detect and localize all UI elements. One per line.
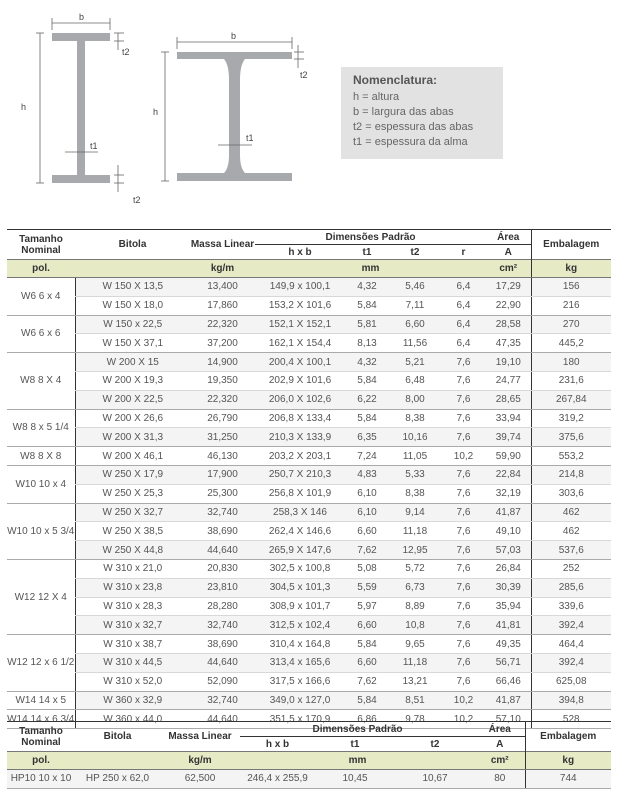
cell-r: 7,6 (441, 578, 486, 597)
cell-t1: 6,60 (345, 616, 389, 635)
cell-t1: 5,84 (345, 409, 389, 428)
cell-r: 7,6 (441, 465, 486, 484)
cell-massa: 13,400 (190, 278, 255, 297)
cell-t2: 6,60 (389, 315, 441, 334)
cell-embalagem: 375,6 (531, 428, 611, 447)
header-t1: t1 (362, 246, 372, 258)
cell-hxb: 351,5 x 170,9 (255, 710, 345, 729)
cell-t2: 5,33 (389, 465, 441, 484)
table-row (7, 409, 611, 428)
header-massa: Massa Linear (160, 722, 240, 752)
cell-bitola: W 250 X 38,5 (75, 522, 190, 541)
unit-cm2: cm² (475, 752, 525, 770)
cell-massa: 44,640 (190, 541, 255, 560)
table-row (7, 691, 611, 710)
cell-bitola: W 310 x 44,5 (75, 653, 190, 672)
cell-r: 7,6 (441, 635, 486, 654)
cell-area: 56,71 (486, 653, 531, 672)
cell-bitola: W 200 X 19,3 (75, 371, 190, 390)
cell-area: 28,65 (486, 390, 531, 409)
cell-massa: 31,250 (190, 428, 255, 447)
cell-area: 57,10 (486, 710, 531, 729)
cell-hxb: 256,8 X 101,9 (255, 484, 345, 503)
cell-embalagem: 216 (531, 296, 611, 315)
cell-bitola: W 310 x 23,8 (75, 578, 190, 597)
table-row (7, 371, 611, 390)
cell-massa: 62,500 (160, 770, 240, 789)
cell-hxb: 200,4 X 100,1 (255, 353, 345, 372)
header-t2: t2 (430, 738, 440, 750)
cell-tamanho: W14 14 x 5 (7, 691, 75, 710)
cell-tamanho: W10 10 x 4 (7, 465, 75, 503)
header-dimensoes: Dimensões Padrão (240, 722, 475, 737)
cell-area: 22,84 (486, 465, 531, 484)
cell-hxb: 152,1 X 152,1 (255, 315, 345, 334)
cell-t1: 6,22 (345, 390, 389, 409)
cell-bitola: W 200 X 22,5 (75, 390, 190, 409)
cell-bitola: W 310 x 32,7 (75, 616, 190, 635)
cell-area: 32,19 (486, 484, 531, 503)
dim-t1-label: t1 (246, 133, 254, 143)
dim-t2-label: t2 (133, 195, 141, 205)
header-t2: t2 (410, 246, 420, 258)
cell-t1: 4,32 (345, 353, 389, 372)
cell-hxb: 265,9 X 147,6 (255, 541, 345, 560)
cell-t1: 6,60 (345, 522, 389, 541)
legend-item: t1 = espessura da alma (353, 136, 468, 148)
cell-r: 7,6 (441, 672, 486, 691)
cell-area: 19,10 (486, 353, 531, 372)
table-row (7, 635, 611, 654)
cell-bitola: W 250 X 25,3 (75, 484, 190, 503)
header-tamanho: Tamanho Nominal (7, 230, 75, 260)
cell-r: 7,6 (441, 541, 486, 560)
cell-massa: 44,640 (190, 653, 255, 672)
cell-t2: 5,72 (389, 559, 441, 578)
cell-r: 7,6 (441, 597, 486, 616)
dim-b-label: b (231, 31, 237, 41)
cell-area: 30,39 (486, 578, 531, 597)
cell-r: 7,6 (441, 522, 486, 541)
table-row (7, 559, 611, 578)
cell-r: 7,6 (441, 371, 486, 390)
cell-tamanho: W8 8 x 5 1/4 (7, 409, 75, 447)
cell-area: 35,94 (486, 597, 531, 616)
cell-t1: 5,84 (345, 635, 389, 654)
cell-massa: 14,900 (190, 353, 255, 372)
cell-bitola: W 150 X 13,5 (75, 278, 190, 297)
w-beam-table (7, 229, 611, 729)
cell-t1: 6,86 (345, 710, 389, 729)
table-row (7, 353, 611, 372)
cell-t2: 11,18 (389, 522, 441, 541)
unit-kg: kg (525, 752, 611, 770)
cell-hxb: 258,3 X 146 (255, 503, 345, 522)
cell-embalagem: 462 (531, 522, 611, 541)
table-row (7, 278, 611, 297)
cell-embalagem: 392,4 (531, 616, 611, 635)
cell-area: 41,81 (486, 616, 531, 635)
cell-r: 6,4 (441, 296, 486, 315)
cell-embalagem: 392,4 (531, 653, 611, 672)
header-area: Área (486, 230, 531, 245)
header-massa: Massa Linear (190, 230, 255, 260)
table-row (7, 334, 611, 353)
cell-t2: 8,38 (389, 409, 441, 428)
cell-hxb: 246,4 x 255,9 (240, 770, 315, 789)
dim-t2-label: t2 (300, 70, 308, 80)
cell-massa: 23,810 (190, 578, 255, 597)
cell-hxb: 202,9 X 101,6 (255, 371, 345, 390)
cell-bitola: W 200 X 46,1 (75, 447, 190, 466)
dim-b-label: b (79, 12, 85, 22)
cell-tamanho: HP10 10 x 10 (7, 770, 75, 789)
cell-t2: 11,56 (389, 334, 441, 353)
cell-embalagem: 462 (531, 503, 611, 522)
cell-t2: 9,14 (389, 503, 441, 522)
cell-embalagem: 252 (531, 559, 611, 578)
cell-t1: 5,08 (345, 559, 389, 578)
cell-t2: 8,38 (389, 484, 441, 503)
cell-bitola: W 150 X 18,0 (75, 296, 190, 315)
cell-t2: 9,78 (389, 710, 441, 729)
cell-bitola: W 250 X 32,7 (75, 503, 190, 522)
cell-tamanho: W12 12 X 4 (7, 559, 75, 634)
cell-bitola: W 200 X 26,6 (75, 409, 190, 428)
cell-embalagem: 394,8 (531, 691, 611, 710)
cell-r: 7,6 (441, 409, 486, 428)
cell-massa: 22,320 (190, 315, 255, 334)
cell-t2: 9,65 (389, 635, 441, 654)
cell-embalagem: 537,6 (531, 541, 611, 560)
header-embalagem: Embalagem (531, 230, 611, 260)
cell-r: 7,6 (441, 390, 486, 409)
header-bitola: Bitola (75, 722, 160, 752)
cell-hxb: 149,9 x 100,1 (255, 278, 345, 297)
cell-t1: 7,24 (345, 447, 389, 466)
table-row (7, 578, 611, 597)
header-a: A (504, 246, 512, 258)
cell-bitola: W 150 X 37,1 (75, 334, 190, 353)
cell-bitola: W 310 x 28,3 (75, 597, 190, 616)
cell-tamanho: W8 8 X 8 (7, 447, 75, 466)
cell-massa: 26,790 (190, 409, 255, 428)
cell-embalagem: 270 (531, 315, 611, 334)
cell-t2: 5,21 (389, 353, 441, 372)
cell-r: 6,4 (441, 334, 486, 353)
cell-massa: 38,690 (190, 522, 255, 541)
table-row (7, 541, 611, 560)
cell-hxb: 250,7 X 210,3 (255, 465, 345, 484)
unit-mm: mm (255, 260, 486, 278)
cell-massa: 37,200 (190, 334, 255, 353)
header-area: Área (475, 722, 525, 737)
cell-bitola: W 360 x 44,0 (75, 710, 190, 729)
table-row (7, 503, 611, 522)
cell-area: 59,90 (486, 447, 531, 466)
cell-hxb: 312,5 x 102,4 (255, 616, 345, 635)
cell-t1: 7,62 (345, 672, 389, 691)
cell-r: 7,6 (441, 484, 486, 503)
header-bitola: Bitola (75, 230, 190, 260)
cell-embalagem: 319,2 (531, 409, 611, 428)
table-row (7, 653, 611, 672)
cell-embalagem: 303,6 (531, 484, 611, 503)
dim-t2-label: t2 (122, 47, 130, 57)
cell-t2: 13,21 (389, 672, 441, 691)
cell-hxb: 210,3 X 133,9 (255, 428, 345, 447)
cell-massa: 22,320 (190, 390, 255, 409)
cell-massa: 44,640 (190, 710, 255, 729)
cell-r: 6,4 (441, 278, 486, 297)
cell-bitola: W 150 x 22,5 (75, 315, 190, 334)
dim-t1-label: t1 (90, 141, 98, 151)
cell-massa: 32,740 (190, 691, 255, 710)
cell-t1: 5,97 (345, 597, 389, 616)
cell-t2: 10,67 (395, 770, 475, 789)
cell-area: 41,87 (486, 691, 531, 710)
table-body (7, 278, 611, 729)
cell-embalagem: 231,6 (531, 371, 611, 390)
cell-r: 10,2 (441, 691, 486, 710)
cell-area: 17,29 (486, 278, 531, 297)
cell-t1: 10,45 (315, 770, 395, 789)
cell-embalagem: 464,4 (531, 635, 611, 654)
cell-area: 26,84 (486, 559, 531, 578)
cell-area: 33,94 (486, 409, 531, 428)
cell-r: 10,2 (441, 447, 486, 466)
cell-hxb: 262,4 X 146,6 (255, 522, 345, 541)
cell-embalagem: 445,2 (531, 334, 611, 353)
cell-t1: 5,59 (345, 578, 389, 597)
cell-hxb: 302,5 x 100,8 (255, 559, 345, 578)
dim-h-label: h (153, 107, 159, 117)
cell-t1: 4,83 (345, 465, 389, 484)
cell-tamanho: W6 6 x 6 (7, 315, 75, 353)
cell-massa: 19,350 (190, 371, 255, 390)
cell-embalagem: 180 (531, 353, 611, 372)
cell-area: 49,35 (486, 635, 531, 654)
cell-area: 39,74 (486, 428, 531, 447)
cell-embalagem: 285,6 (531, 578, 611, 597)
cell-massa: 38,690 (190, 635, 255, 654)
cell-t2: 11,05 (389, 447, 441, 466)
table-row (7, 597, 611, 616)
header-embalagem: Embalagem (525, 722, 611, 752)
cell-bitola: W 310 x 38,7 (75, 635, 190, 654)
cell-area: 47,35 (486, 334, 531, 353)
cell-t1: 6,10 (345, 503, 389, 522)
unit-cm2: cm² (486, 260, 531, 278)
cell-hxb: 206,8 X 133,4 (255, 409, 345, 428)
header-tamanho: Tamanho Nominal (7, 722, 75, 752)
unit-kgm: kg/m (160, 752, 240, 770)
i-beam-diagrams (0, 0, 625, 215)
cell-area: 28,58 (486, 315, 531, 334)
cell-tamanho: W6 6 x 4 (7, 278, 75, 316)
cell-area: 57,03 (486, 541, 531, 560)
table-row (7, 428, 611, 447)
cell-embalagem: 625,08 (531, 672, 611, 691)
legend-title: Nomenclatura: (353, 73, 438, 87)
cell-massa: 17,860 (190, 296, 255, 315)
legend-item: t2 = espessura das abas (353, 121, 474, 133)
table-row (7, 447, 611, 466)
unit-kg: kg (531, 260, 611, 278)
cell-hxb: 162,1 X 154,4 (255, 334, 345, 353)
cell-t2: 11,18 (389, 653, 441, 672)
cell-tamanho: W10 10 x 5 3/4 (7, 503, 75, 559)
cell-hxb: 349,0 x 127,0 (255, 691, 345, 710)
header-a: A (496, 738, 504, 750)
legend-item: b = largura das abas (353, 106, 454, 118)
table-row (7, 484, 611, 503)
cell-embalagem: 553,2 (531, 447, 611, 466)
table-row (7, 315, 611, 334)
cell-massa: 32,740 (190, 616, 255, 635)
cell-t1: 8,13 (345, 334, 389, 353)
cell-r: 7,6 (441, 428, 486, 447)
cell-area: 22,90 (486, 296, 531, 315)
cell-area: 80 (475, 770, 525, 789)
cell-t2: 8,51 (389, 691, 441, 710)
cell-massa: 25,300 (190, 484, 255, 503)
cell-massa: 46,130 (190, 447, 255, 466)
unit-kgm: kg/m (190, 260, 255, 278)
cell-tamanho: W8 8 X 4 (7, 353, 75, 409)
cell-r: 7,6 (441, 616, 486, 635)
table-row (7, 390, 611, 409)
header-hxb: h x b (288, 246, 312, 258)
cell-embalagem: 744 (525, 770, 611, 789)
cell-hxb: 206,0 X 102,6 (255, 390, 345, 409)
table-row (7, 672, 611, 691)
cell-t1: 6,10 (345, 484, 389, 503)
cell-t1: 6,60 (345, 653, 389, 672)
cell-r: 7,6 (441, 503, 486, 522)
cell-bitola: HP 250 x 62,0 (75, 770, 160, 789)
cell-embalagem: 214,8 (531, 465, 611, 484)
cell-r: 7,6 (441, 653, 486, 672)
cell-t2: 10,16 (389, 428, 441, 447)
cell-t1: 6,35 (345, 428, 389, 447)
cell-hxb: 304,5 x 101,3 (255, 578, 345, 597)
cell-area: 24,77 (486, 371, 531, 390)
cell-t1: 5,84 (345, 371, 389, 390)
legend-item: h = altura (353, 91, 400, 103)
cell-hxb: 203,2 X 203,1 (255, 447, 345, 466)
cell-hxb: 317,5 x 166,6 (255, 672, 345, 691)
cell-massa: 17,900 (190, 465, 255, 484)
cell-massa: 20,830 (190, 559, 255, 578)
cell-hxb: 310,4 x 164,8 (255, 635, 345, 654)
unit-mm: mm (240, 752, 475, 770)
cell-massa: 28,280 (190, 597, 255, 616)
cell-embalagem: 528 (531, 710, 611, 729)
unit-pol: pol. (7, 260, 75, 278)
cell-t1: 4,32 (345, 278, 389, 297)
cell-tamanho: W12 12 x 6 1/2 (7, 635, 75, 691)
cell-t1: 5,84 (345, 296, 389, 315)
cell-t2: 12,95 (389, 541, 441, 560)
cell-hxb: 313,4 x 165,6 (255, 653, 345, 672)
hp-beam-table (7, 721, 611, 789)
table-row (7, 616, 611, 635)
cell-tamanho: W14 14 x 6 3/4 (7, 710, 75, 729)
cell-area: 66,46 (486, 672, 531, 691)
cell-t1: 5,81 (345, 315, 389, 334)
header-hxb: h x b (265, 738, 290, 750)
cell-area: 49,10 (486, 522, 531, 541)
cell-hxb: 308,9 x 101,7 (255, 597, 345, 616)
cell-bitola: W 310 x 21,0 (75, 559, 190, 578)
cell-hxb: 153,2 X 101,6 (255, 296, 345, 315)
cell-embalagem: 156 (531, 278, 611, 297)
cell-t2: 10,8 (389, 616, 441, 635)
header-dimensoes: Dimensões Padrão (255, 230, 486, 245)
cell-r: 6,4 (441, 315, 486, 334)
cell-t2: 8,00 (389, 390, 441, 409)
dim-h-label: h (21, 102, 27, 112)
table-row (7, 296, 611, 315)
cell-r: 7,6 (441, 353, 486, 372)
cell-bitola: W 200 X 15 (75, 353, 190, 372)
cell-massa: 32,740 (190, 503, 255, 522)
cell-area: 41,87 (486, 503, 531, 522)
cell-embalagem: 267,84 (531, 390, 611, 409)
nomenclature-legend (341, 67, 503, 159)
cell-bitola: W 250 X 44,8 (75, 541, 190, 560)
cell-t2: 6,73 (389, 578, 441, 597)
header-t1: t1 (350, 738, 360, 750)
cell-t1: 5,84 (345, 691, 389, 710)
unit-pol: pol. (7, 752, 75, 770)
cell-t1: 7,62 (345, 541, 389, 560)
table-row (7, 465, 611, 484)
cell-bitola: W 200 X 31,3 (75, 428, 190, 447)
cell-r: 7,6 (441, 559, 486, 578)
cell-bitola: W 360 x 32,9 (75, 691, 190, 710)
cell-bitola: W 310 x 52,0 (75, 672, 190, 691)
cell-t2: 6,48 (389, 371, 441, 390)
cell-t2: 5,46 (389, 278, 441, 297)
header-r: r (461, 246, 466, 258)
cell-r: 10,2 (441, 710, 486, 729)
cell-embalagem: 339,6 (531, 597, 611, 616)
cell-t2: 7,11 (389, 296, 441, 315)
cell-bitola: W 250 X 17,9 (75, 465, 190, 484)
cell-t2: 8,89 (389, 597, 441, 616)
table-row (7, 522, 611, 541)
cell-massa: 52,090 (190, 672, 255, 691)
